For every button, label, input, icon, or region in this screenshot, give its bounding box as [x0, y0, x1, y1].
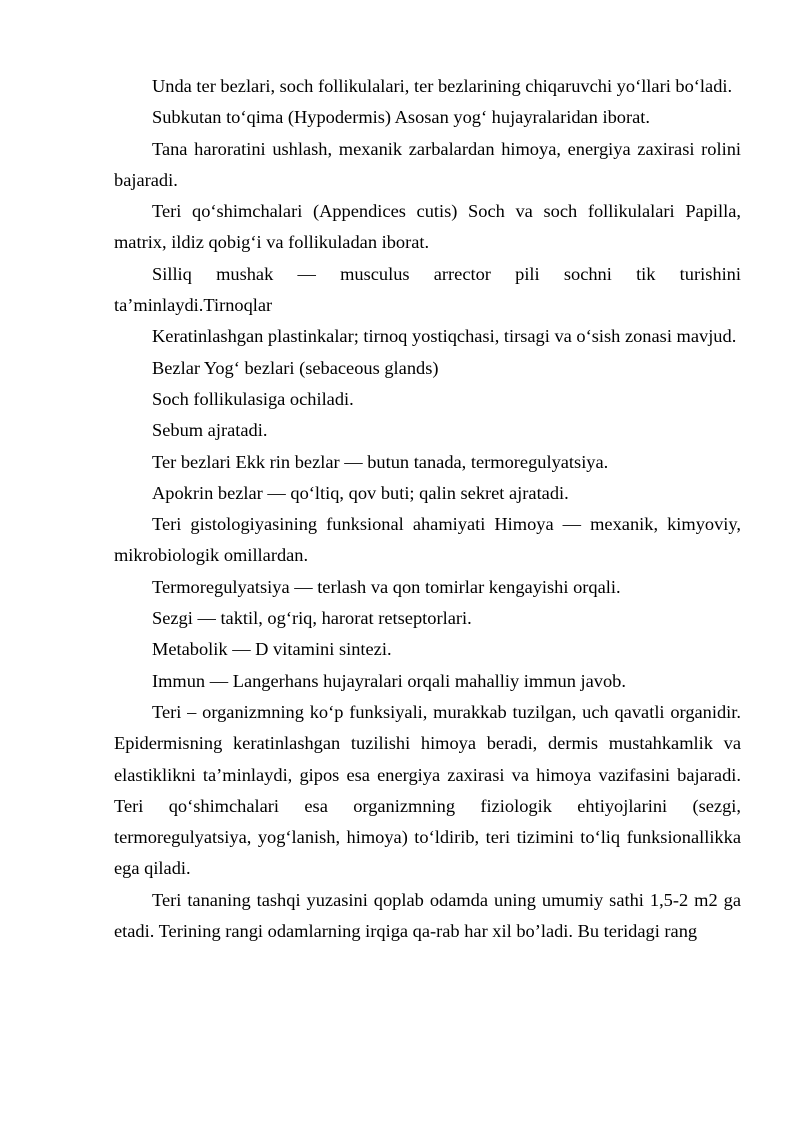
paragraph-16: Immun — Langerhans hujayralari orqali mahalliy immun javob.	[152, 670, 626, 691]
paragraph-15: Metabolik — D vitamini sintezi.	[152, 639, 392, 660]
paragraph-1: Unda ter bezlari, soch follikulalari, ter bezlarining chiqaruvchi yo‘llari bo‘ladi.	[152, 76, 733, 96]
paragraph-7: Bezlar Yog‘ bezlari (sebaceous glands)	[152, 357, 439, 378]
paragraph-17: Teri – organizmning ko‘p funksiyali, murakkab tuzilgan, uch qavatli organidir. Epidermisning keratinlashgan tuzilishi himoya beradi, dermis mustahkamlik va elastiklikni ta’minlaydi, gipos esa energiya zaxirasi va himoya vazifasini bajaradi. Teri qo‘shimchalari esa organizmning fiziologik ehtiyojlarini (sezgi, termoregulyatsiya, yog‘lanish, himoya) to‘ldirib, teri tizimini to‘liq funksionallikka ega qiladi.	[114, 701, 741, 879]
paragraph-14: Sezgi — taktil, og‘riq, harorat retseptorlari.	[152, 608, 472, 629]
paragraph-4: Teri qo‘shimchalari (Appendices cutis) Soch va soch follikulalari Papilla, matrix, ildiz qobig‘i va follikuladan iborat.	[114, 201, 741, 253]
paragraph-3: Tana haroratini ushlash, mexanik zarbalardan himoya, energiya zaxirasi rolini bajaradi.	[114, 138, 741, 190]
paragraph-10: Ter bezlari Ekk rin bezlar — butun tanada, termoregulyatsiya.	[152, 451, 609, 472]
document-body	[114, 71, 741, 947]
paragraph-18: Teri tananing tashqi yuzasini qoplab odamda uning umumiy sathi 1,5-2 m2 ga etadi. Terining rangi odamlarning irqiga qa-rab har xil bo’ladi. Bu teridagi rang	[114, 889, 741, 942]
paragraph-13: Termoregulyatsiya — terlash va qon tomirlar kengayishi orqali.	[152, 576, 621, 597]
paragraph-5: Silliq mushak — musculus arrector pili sochni tik turishini ta’minlaydi.Tirnoqlar	[114, 263, 741, 316]
paragraph-12: Teri gistologiyasining funksional ahamiyati Himoya — mexanik, kimyoviy, mikrobiologik omillardan.	[114, 514, 741, 566]
paragraph-11: Apokrin bezlar — qo‘ltiq, qov buti; qalin sekret ajratadi.	[152, 482, 569, 503]
paragraph-9: Sebum ajratadi.	[152, 420, 268, 441]
paragraph-2: Subkutan to‘qima (Hypodermis) Asosan yog‘ hujayralaridan iborat.	[152, 107, 650, 128]
paragraph-6: Keratinlashgan plastinkalar; tirnoq yostiqchasi, tirsagi va o‘sish zonasi mavjud.	[152, 326, 737, 347]
paragraph-8: Soch follikulasiga ochiladi.	[152, 388, 354, 409]
